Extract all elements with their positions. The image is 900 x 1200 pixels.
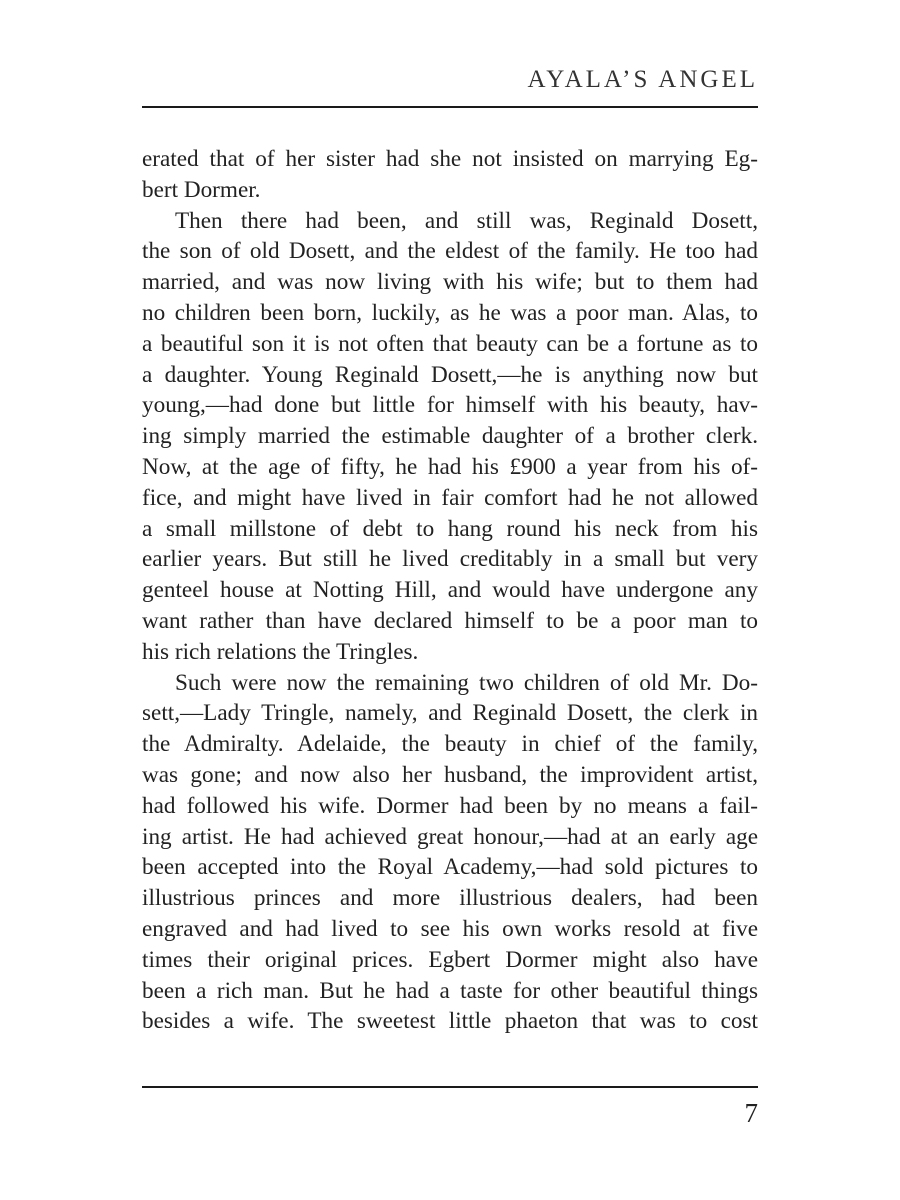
text-line: besides a wife. The sweetest little phaeton that was to cost <box>142 1008 758 1035</box>
text-line: young,—had done but little for himself with his beauty, hav- <box>142 392 758 419</box>
text-line: been accepted into the Royal Academy,—had sold pictures to <box>142 854 758 881</box>
text-line: ing simply married the estimable daughter of a brother clerk. <box>142 423 758 450</box>
text-line: engraved and had lived to see his own works resold at five <box>142 915 758 942</box>
running-head-title: AYALA’S ANGEL <box>527 66 758 93</box>
text-line: times their original prices. Egbert Dormer might also have <box>142 946 758 973</box>
footer-rule <box>142 1086 758 1088</box>
text-line: genteel house at Notting Hill, and would have undergone any <box>142 577 758 604</box>
text-line: earlier years. But still he lived creditably in a small but very <box>142 546 758 573</box>
text-line: was gone; and now also her husband, the improvident artist, <box>142 761 758 788</box>
text-line: Such were now the remaining two children of old Mr. Do- <box>175 669 758 696</box>
text-line: no children been born, luckily, as he was a poor man. Alas, to <box>142 299 758 326</box>
body-text <box>142 144 758 1037</box>
text-line: erated that of her sister had she not insisted on marrying Eg- <box>142 146 758 172</box>
text-line: fice, and might have lived in fair comfort had he not allowed <box>142 484 758 511</box>
text-line: ing artist. He had achieved great honour,—had at an early age <box>142 823 758 850</box>
text-line: a beautiful son it is not often that beauty can be a fortune as to <box>142 330 758 357</box>
text-line: had followed his wife. Dormer had been by no means a fail- <box>142 792 758 819</box>
text-line: bert Dormer. <box>142 176 261 203</box>
text-line: illustrious princes and more illustrious dealers, had been <box>142 885 758 912</box>
text-line: the Admiralty. Adelaide, the beauty in chief of the family, <box>142 731 758 758</box>
text-line: Now, at the age of fifty, he had his £900 a year from his of- <box>142 453 758 480</box>
text-line: want rather than have declared himself to be a poor man to <box>142 607 758 634</box>
text-line: a small millstone of debt to hang round his neck from his <box>142 515 758 542</box>
text-line: married, and was now living with his wife; but to them had <box>142 269 758 296</box>
text-line: sett,—Lady Tringle, namely, and Reginald Dosett, the clerk in <box>142 700 758 727</box>
page-number: 7 <box>744 1098 758 1128</box>
text-line: his rich relations the Tringles. <box>142 638 419 665</box>
text-line: been a rich man. But he had a taste for other beautiful things <box>142 977 758 1004</box>
text-line: a daughter. Young Reginald Dosett,—he is anything now but <box>142 361 758 388</box>
text-line: the son of old Dosett, and the eldest of the family. He too had <box>142 238 758 265</box>
header-rule <box>142 106 758 108</box>
text-line: Then there had been, and still was, Reginald Dosett, <box>175 207 758 234</box>
